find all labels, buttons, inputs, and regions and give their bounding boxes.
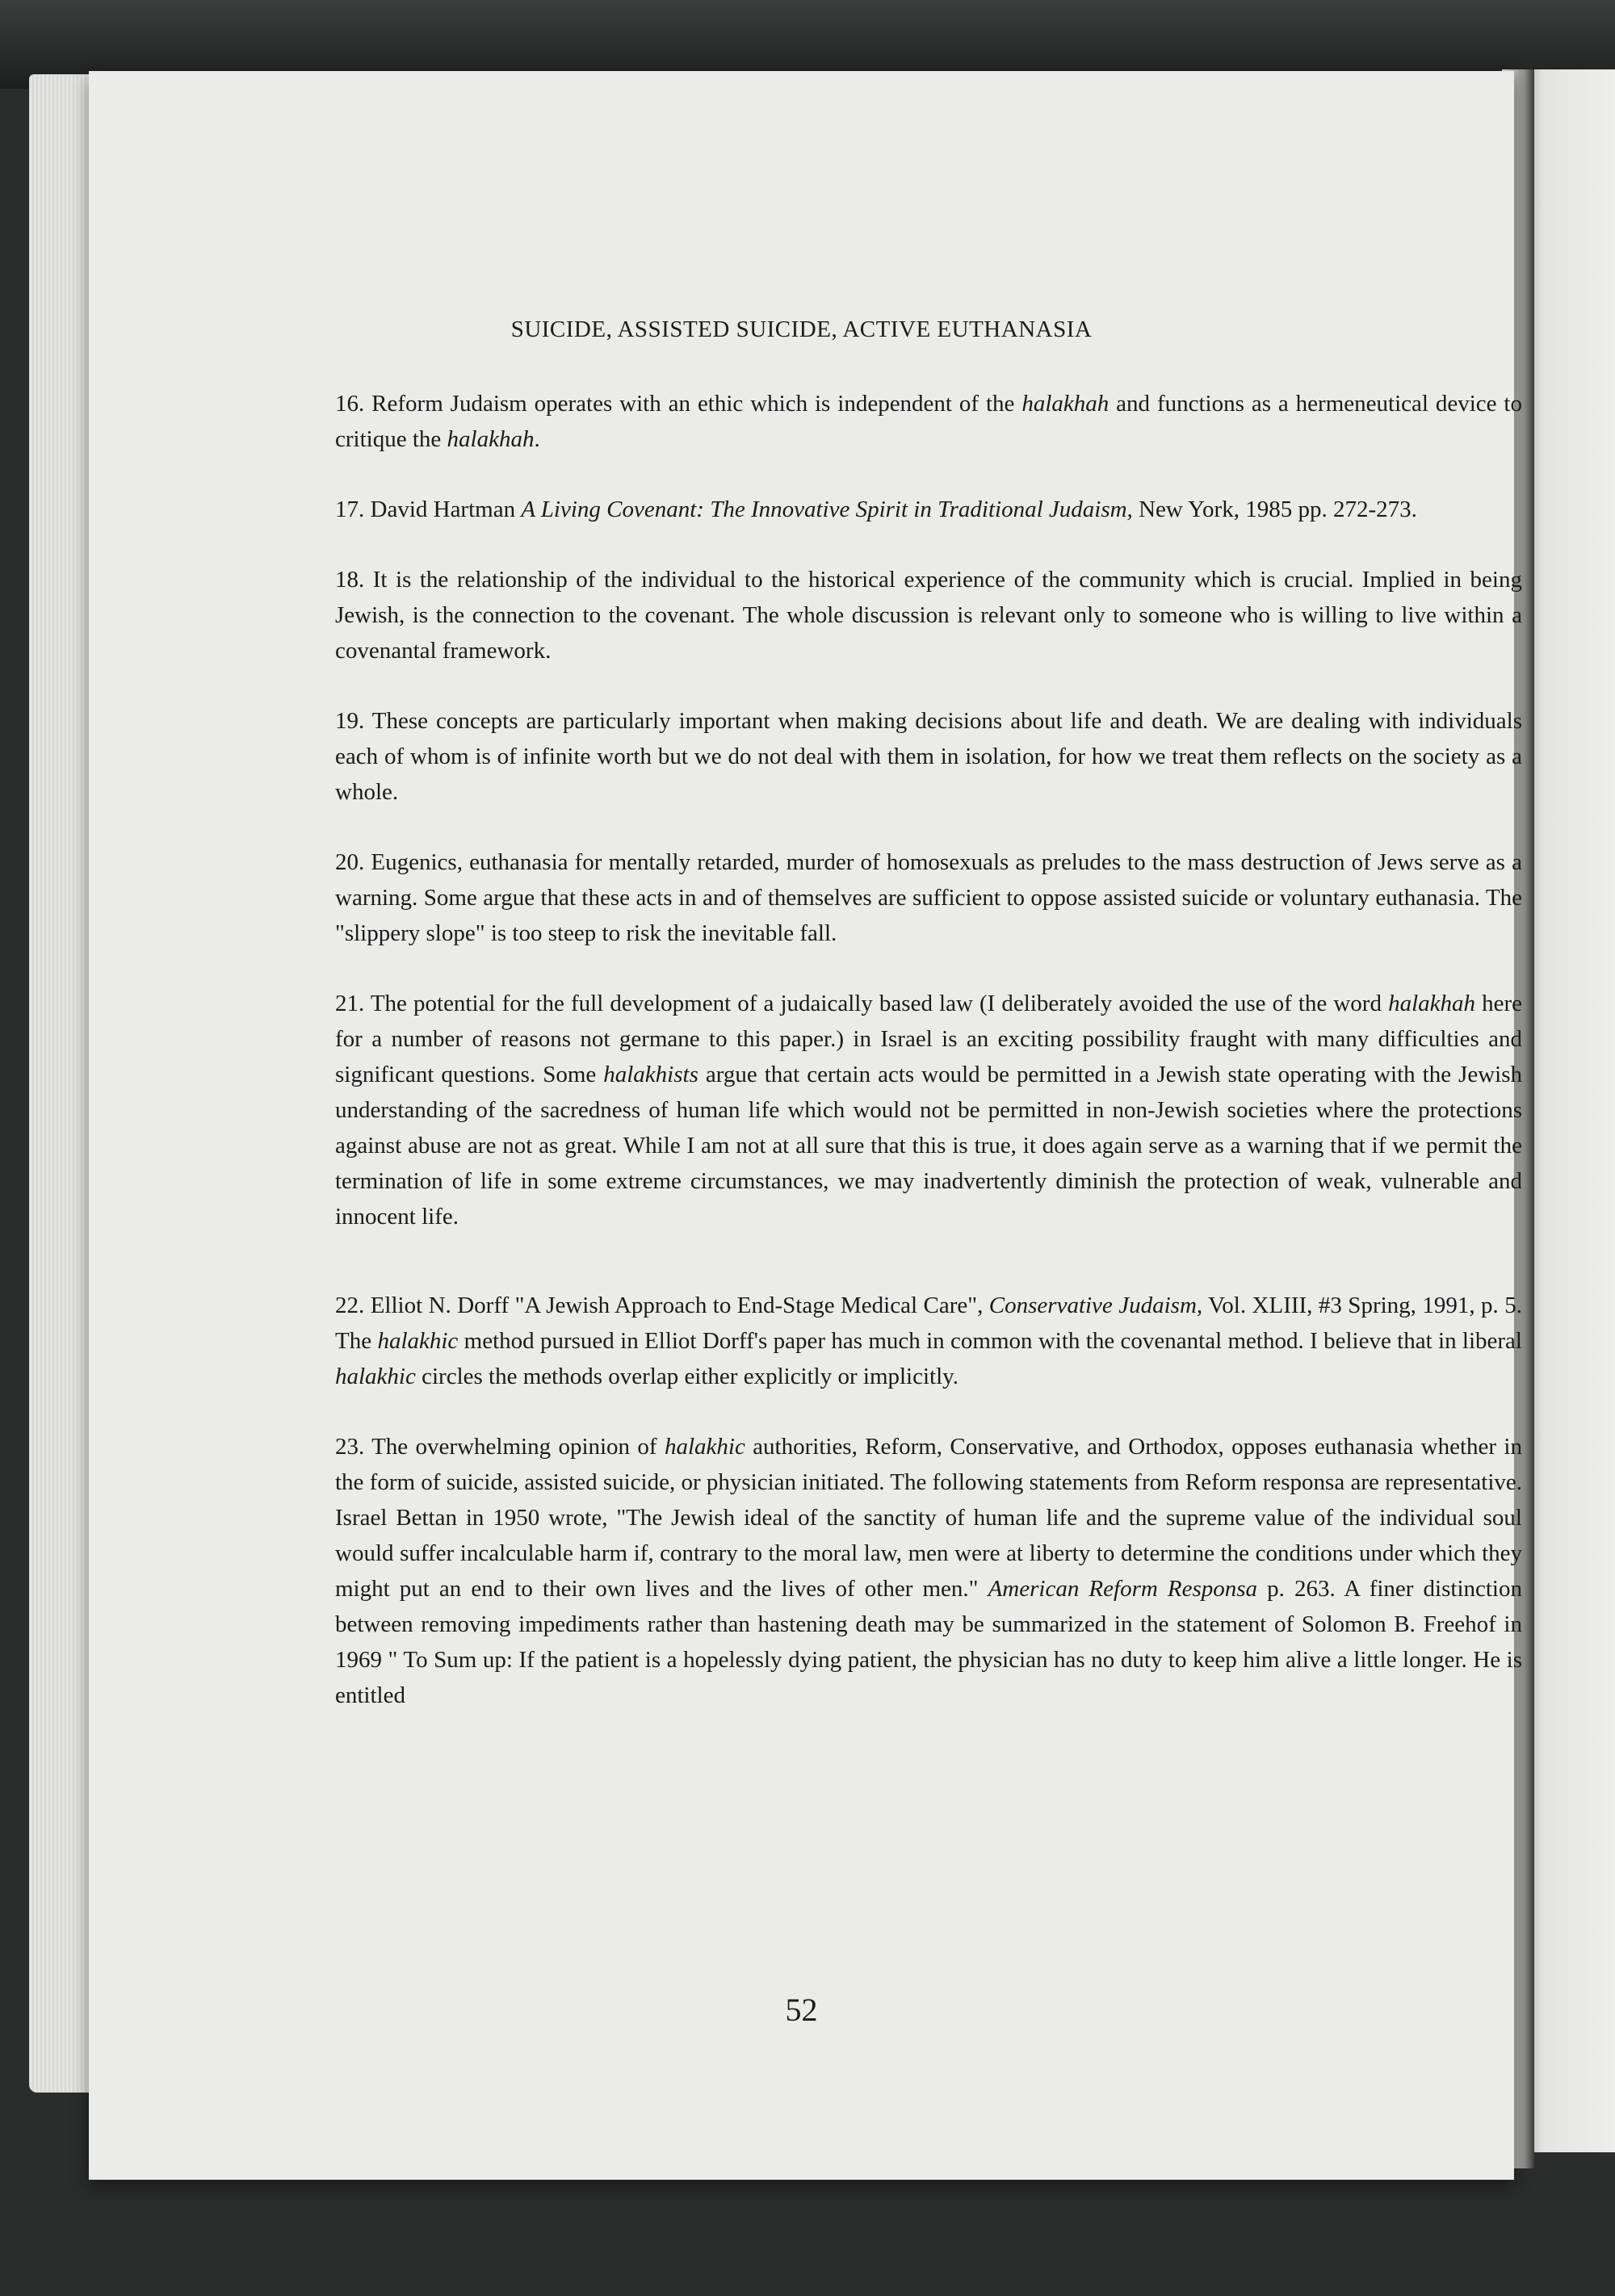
note-21: 21. The potential for the full development of a judaically based law (I deliberately avoided the use of the word halakhah here for a number of reasons not germane to this paper.) in Israel is an exciting possibility fraught with many difficulties and significant questions. Some halakhists argue that certain acts would be permitted in a Jewish state operating with the Jewish understanding of the sacredness of human life which would not be permitted in non-Jewish societies where the protections against abuse are not as great. While I am not at all sure that this is true, it does again serve as a warning that if we permit the termination of life in some extreme circumstances, we may inadvertently diminish the protection of weak, vulnerable and innocent life. (335, 991, 1522, 1230)
note-22: 22. Elliot N. Dorff "A Jewish Approach to End-Stage Medical Care", Conservative Judaism, Vol. XLIII, #3 Spring, 1991, p. 5. The halakhic method pursued in Elliot Dorff's paper has much in common with the covenantal method. I believe that in liberal halakhic circles the methods overlap either explicitly or implicitly. (335, 1293, 1522, 1389)
note-20: 20. Eugenics, euthanasia for mentally retarded, murder of homosexuals as preludes to the mass destruction of Jews serve as a warning. Some argue that these acts in and of themselves are sufficient to oppose assisted suicide or voluntary euthanasia. The "slippery slope" is too steep to risk the inevitable fall. (335, 849, 1522, 946)
note-23: 23. The overwhelming opinion of halakhic authorities, Reform, Conservative, and Orthodox, opposes euthanasia whether in the form of suicide, assisted suicide, or physician initiated. The following statements from Reform responsa are representative. Israel Bettan in 1950 wrote, "The Jewish ideal of the sanctity of human life and the supreme value of the individual soul would suffer incalculable harm if, contrary to the moral law, men were at liberty to determine the conditions under which they might put an end to their own lives and the lives of other men." American Reform Responsa p. 263. A finer distinction between removing impediments rather than hastening death may be summarized in the statement of Solomon B. Freehof in 1969 " To Sum up: If the patient is a hopelessly dying patient, the physician has no duty to keep him alive a little longer. He is entitled (335, 1434, 1522, 1708)
note-18: 18. It is the relationship of the individual to the historical experience of the community which is crucial. Implied in being Jewish, is the connection to the covenant. The whole discussion is relevant only to someone who is willing to live within a covenantal framework. (335, 567, 1522, 664)
note-17: 17. David Hartman A Living Covenant: The Innovative Spirit in Traditional Judaism, New York, 1985 pp. 272-273. (335, 496, 1417, 522)
note-16: 16. Reform Judaism operates with an ethic which is independent of the halakhah and functions as a hermeneutical device to critique the halakhah. (335, 391, 1522, 452)
note-19: 19. These concepts are particularly important when making decisions about life and death. We are dealing with individuals each of whom is of infinite worth but we do not deal with them in isolation, for how we treat them reflects on the society as a whole. (335, 708, 1522, 805)
page-number: 52 (785, 1992, 818, 2028)
book-page (89, 71, 1522, 2180)
endnotes (335, 386, 1522, 1748)
running-head: SUICIDE, ASSISTED SUICIDE, ACTIVE EUTHANASIA (510, 316, 1093, 342)
